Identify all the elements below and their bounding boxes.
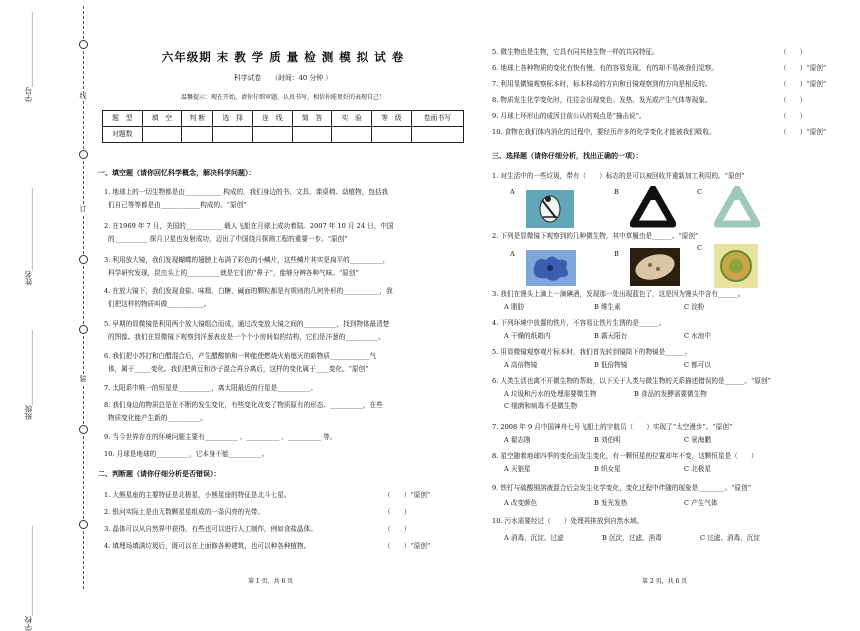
judge-question: 5. 微生物也是生物，它具有同其他生物一样的共同特征。 （ ） [492,48,807,56]
judge-question: 6. 地球上各种物质的变化有快有慢，有的容易发现，有的却不易被我们觉察。 （ ）“原创” [492,64,827,72]
answer-blank[interactable]: （ ）“原创” [384,542,431,550]
choice-section-heading: 三、选择题（请你仔细分析，找出正确的一项）： [492,151,643,160]
choice-option[interactable]: B 织女星 [594,465,621,474]
score-table-row [103,127,464,143]
choice-question: 1. 对生活中的一些垃圾，带有（ ）标志的是可以被回收并重新加工利用的。“原创” [492,172,745,180]
amoeba-microbe-icon[interactable] [526,250,576,286]
fill-question: 5. 早期的显微镜是利用两个放大镜组合而成，通过改变放大镜之间的__________，找到物体最清楚 的图像。我们在显微镜下观察到洋葱表皮是一个个小房间似的结构，它们是洋葱的__________。 [104,320,390,342]
binding-char: 线 [79,92,87,100]
option-label: C [697,188,703,196]
option-label: B [614,250,619,258]
score-cell[interactable] [292,127,332,143]
binding-hole [79,40,88,49]
page-footer: 第 1 页，共 6 页 [248,578,294,585]
fill-section-heading: 一、填空题（请你回忆科学概念，解决科学问题）： [98,168,256,177]
choice-question: 2. 下列是显微镜下观察到的几种微生物，其中草履虫是______。“原创” [492,232,699,240]
school-field[interactable]: 学校＿＿＿＿＿＿＿＿＿＿＿＿ [24,526,33,631]
answer-blank[interactable]: （ ） [780,48,807,56]
choice-option[interactable]: C 产生气体 [684,499,718,508]
exam-notice: 温馨提示：现在开始，请你仔细审题，认真书写，相信你能更好的表现自己！ [180,94,385,101]
binding-margin [0,0,88,631]
judge-question: 2. 银河实际上是由无数颗星星组成的一条闪亮的光带。 （ ） [104,508,411,516]
judge-question: 3. 晶体可以从自然界中获得，有些也可以进行人工制作，例如食盐晶体。 （ ） [104,525,411,533]
paramecium-microbe-icon[interactable] [630,248,680,286]
fill-question: 4. 在放大镜下，我们发现食盐、味精、白糖、碱面的颗粒都是有规则的几何外形的___________，我 们把这样的物质叫做___________。 [104,287,393,309]
score-header-cell: 等 级 [372,111,412,127]
answer-blank[interactable]: （ ） [780,96,807,104]
choice-question: 3. 我们在馒头上滴上一滴碘酒，发现那一处出现蓝色了，这是因为馒头中含有______。 A 脂肪 B 维生素 C 淀粉 [492,290,745,312]
answer-blank[interactable]: （ ） [780,112,807,120]
fill-question: 10. 月球是地球的__________，它本身不能__________。 [104,450,269,458]
choice-question: 5. 用显微镜观察观片标本时，我们首先转到镜筒下的物镜是______。 A 高倍物镜 B 低倍物镜 C 都可以 [492,348,711,370]
judge-question: 9. 月球上环形山的成因目前公认的观点是“撞击说”。 （ ） [492,112,807,120]
score-header-cell: 卷面书写 [411,111,463,127]
score-header-cell: 题 型 [103,111,143,127]
choice-option[interactable]: C 细菌和病毒不是微生物 [504,402,578,411]
score-cell[interactable] [142,127,182,143]
exam-subtitle: 科学试卷 （时间：40 分钟 ） [234,74,332,82]
choice-option[interactable]: B 食品的发酵需要微生物 [634,390,707,399]
score-cell[interactable] [253,127,293,143]
binding-hole [79,255,88,264]
choice-option[interactable]: A 垃圾和污水的处理需要微生物 [504,390,597,399]
score-cell[interactable] [372,127,412,143]
binding-hole [79,425,88,434]
score-header-cell: 判 断 [182,111,213,127]
choice-question: 9. 铁钉与硫酸铜溶液混合后会发生化学变化，变化过程中伴随的现象是________。“原创” A 改变颜色 B 发光发热 C 产生气体 [492,484,752,508]
choice-question: 8. 星空随着地球四季的变化而发生变化，有一颗恒星的位置却年不变，这颗恒星是（ ） A 天狼星 B 织女星 C 北极星 [492,452,758,474]
choice-option[interactable]: A 天狼星 [504,465,531,474]
judge-question: 8. 物质发生化学变化时，往往会出现变色、发热、发光或产生气体等现象。 （ ） [492,96,807,104]
class-field[interactable]: 班级＿＿＿＿＿＿＿＿＿＿ [24,330,33,420]
recycle-symbol-black-icon[interactable] [630,186,676,228]
choice-question: 6. 人类生活也离不开微生物的帮助，以下关于人类与微生物的关系描述错误的是______。“原创” A 垃圾和污水的处理需要微生物 B 食品的发酵需要微生物 C 细菌和病毒不是微生物 [492,377,771,411]
choice-option[interactable]: C 都可以 [684,361,711,370]
judge-question: 7. 利用显微镜观察标本时，标本移动的方向和目镜观察到的方向是相反的。 （ ）“原创” [492,80,827,88]
choice-option[interactable]: A 干燥的纸箱内 [504,332,551,341]
choice-option[interactable]: C 水池中 [684,332,711,341]
fill-question: 2. 在1969 年 7 月，美国的___________ 载人飞船在月球上成功着陆。2007 年 10 月 24 日，中国 的__________ 探月卫星也发射成功，迈出了中国绕月探测工程的重要一步。“原创” [104,222,394,244]
judge-question: 10. 食物在我们体内消化的过程中，要经历许多的化学变化才能被我们吸收。 （ ）“原创” [492,128,827,136]
binding-char: 订 [79,205,87,213]
score-header-cell: 填 空 [142,111,182,127]
score-table [102,110,464,143]
choice-question: 4. 下列环境中放置的铁片，不容易让铁片生锈的是______。 A 干燥的纸箱内 B 露天阳台 C 水池中 [492,319,711,341]
choice-option[interactable]: B 低倍物镜 [594,361,628,370]
answer-blank[interactable]: （ ） [384,508,411,516]
choice-option[interactable]: C 淀粉 [684,303,705,312]
score-row-label: 对题数 [103,127,143,143]
answer-blank[interactable]: （ ）“原创” [384,491,431,499]
judge-question: 4. 填埋场填满垃圾后，既可以在上面修各种建筑，也可以种各种植物。 （ ）“原创” [104,542,431,550]
binding-hole [79,520,88,529]
choice-question: 10. 污水需要经过（ ）处理再排放到自然水域。 A 消毒、沉淀、过滤 B 沉淀、过滤、消毒 C 过滤、消毒、沉淀 [492,517,760,543]
choice-option[interactable]: A 脂肪 [504,303,525,312]
judge-section-heading: 二、判断题（请你仔细分析是否错误）： [98,469,221,478]
option-label: A [510,250,515,258]
choice-option[interactable]: C 过滤、消毒、沉淀 [700,534,760,543]
choice-option[interactable]: B 露天阳台 [594,332,628,341]
page-1 [98,0,468,595]
fill-question: 9. 当今世界存在的环境问题主要有__________ 、__________ 、__________ 等。 [104,433,337,441]
score-header-cell: 选 择 [213,111,253,127]
fill-question: 6. 我们把小苏打和白醋混合后，产生醋酸钠和一种能使燃烧火焰熄灭的新物质____________气 体，属于_____变化。我们把黄豆和沙子混合再分离后，这样的变化属于____变化。“原创” [104,352,377,374]
choice-option[interactable]: B 刘伯明 [594,436,621,445]
answer-blank[interactable]: （ ） [384,525,411,533]
recycle-symbol-green-icon[interactable] [714,186,760,228]
choice-option[interactable]: C 北极星 [684,465,711,474]
student-id-field[interactable]: 学号＿＿＿＿＿＿＿＿＿＿ [24,12,33,102]
judge-question: 1. 大熊星座的主要特征是北极星，小熊星座的特征是北斗七星。 （ ）“原创” [104,491,431,499]
answer-blank[interactable]: （ ）“原创” [780,64,827,72]
binding-hole [79,325,88,334]
score-cell[interactable] [213,127,253,143]
choice-option[interactable]: B 维生素 [594,303,621,312]
answer-blank[interactable]: （ ）“原创” [780,80,827,88]
recycling-figure-icon[interactable] [526,190,574,228]
choice-option[interactable]: B 发光发热 [594,499,628,508]
score-header-cell: 实 验 [332,111,372,127]
score-table-header [103,111,464,127]
answer-blank[interactable]: （ ）“原创” [780,128,827,136]
page-footer: 第 2 页，共 6 页 [642,578,688,585]
binding-hole [79,150,88,159]
exam-title: 六年级期 末 教 学 质 量 检 测 模 拟 试 卷 [161,50,405,64]
binding-char: 装 [79,375,87,383]
choice-option[interactable]: A 高倍物镜 [504,361,538,370]
score-header-cell: 简 答 [292,111,332,127]
choice-option[interactable]: A 消毒、沉淀、过滤 [504,534,564,543]
algae-microbe-icon[interactable] [714,244,758,288]
option-label: C [697,244,703,252]
score-cell[interactable] [411,127,463,143]
fill-question: 3. 利用放大镜，我们发现蝴蝶的翅膀上布满了彩色的小鳞片，这些鳞片其实是扁平的__________， 科学研究发现，昆虫头上的__________就是它们的“鼻子”，能够分辨各种气味。“原创” [104,256,390,278]
choice-question: 7. 2008 年 9 月中国神舟七号飞船上的宇航员（ ）实现了“太空漫步”。“原创” A 翟志刚 B 刘伯明 C 景海鹏 [492,423,733,445]
score-cell[interactable] [332,127,372,143]
choice-option[interactable]: C 景海鹏 [684,436,711,445]
fill-question: 1. 地球上的一切生物都是由___________ 构成的，我们身边的书、文具、课桌椅、动植物，包括我 们自己等等都是由____________构成的。“原创” [104,188,389,210]
page-2 [492,0,852,595]
choice-option[interactable]: B 沉淀、过滤、消毒 [602,534,662,543]
fill-question: 8. 我们身边的物质总是在不断的发生变化，有些变化改变了物质原有的形态、__________，在些 物质变化能产生新的__________。 [104,401,383,423]
score-cell[interactable] [182,127,213,143]
fill-question: 7. 太阳系中唯一的恒星是__________，离太阳最近的行星是__________。 [104,384,317,392]
option-label: A [510,188,515,196]
score-header-cell: 连 线 [253,111,293,127]
name-field[interactable]: 姓名＿＿＿＿＿＿＿＿＿＿＿ [24,188,33,286]
choice-option[interactable]: A 翟志刚 [504,436,531,445]
choice-option[interactable]: A 改变颜色 [504,499,538,508]
option-label: B [614,188,619,196]
